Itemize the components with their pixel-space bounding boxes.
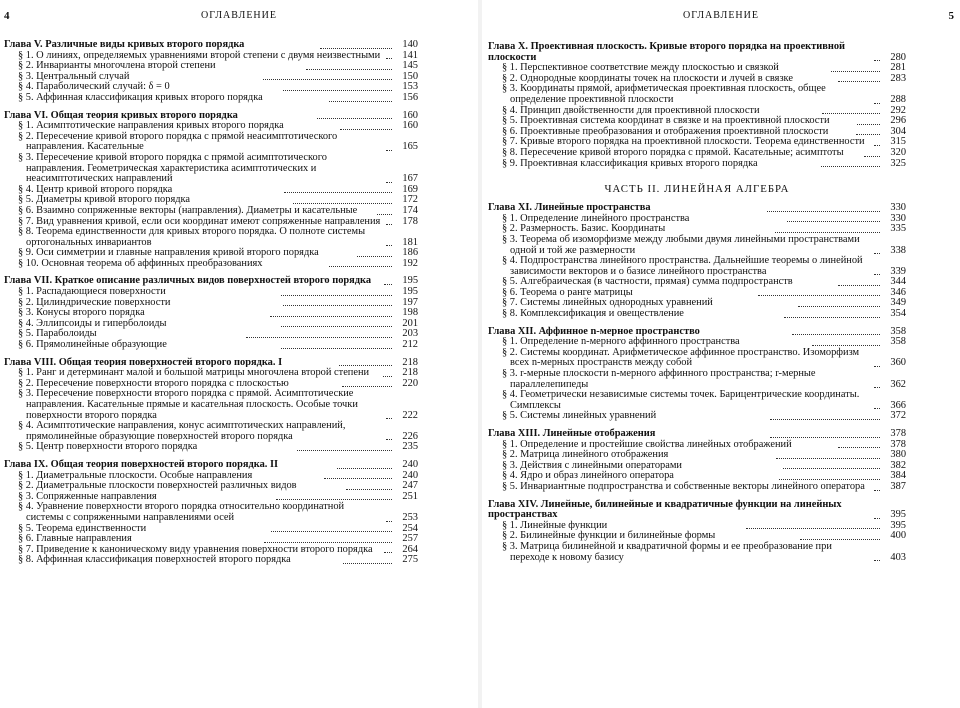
chapter-entry[interactable] [488,42,906,63]
page-reference: 400 [890,530,907,542]
page-reference: 360 [890,357,906,369]
page-reference: 156 [402,91,419,103]
dot-leader [386,182,392,183]
chapter-title: Глава XIII. Линейные отображения [488,428,656,439]
section-entry[interactable] [488,84,906,105]
page-reference: 181 [402,236,418,248]
toc-group-linear-algebra [488,203,906,563]
dot-leader [384,284,392,285]
section-entry[interactable] [488,411,906,422]
section-title: § 6. Теорема о ранге матрицы [502,286,633,298]
dot-leader [767,211,880,212]
page-reference: 254 [402,522,418,534]
section-entry[interactable] [488,348,906,369]
section-title: § 5. Алгебраическая (в частности, прямая) сумма подпространств [502,276,793,288]
section-title: § 2. Матрица линейного отображения [502,449,669,461]
section-title: § 9. Проективная классификация кривых второго порядка [502,157,758,169]
chapter-block [488,42,906,169]
dot-leader [864,156,880,157]
section-title: § 3. Сопряженные направления [18,490,157,502]
dot-leader [346,489,392,490]
dot-leader [343,563,392,564]
page-reference: 378 [890,428,907,439]
page-reference: 346 [890,286,906,298]
section-title: § 4. Эллипсоиды и гиперболоиды [18,317,167,329]
section-entry[interactable] [4,259,418,270]
dot-leader [770,419,880,420]
dot-leader [831,71,880,72]
section-title: § 3. r-мерные плоскости n-мерного аффинного пространства; r-мерные параллелепипеды [502,368,816,390]
dot-leader [357,256,392,257]
running-header: ОГЛАВЛЕНИЕ [201,10,277,21]
dot-leader [306,69,392,70]
dot-leader [874,560,880,561]
page-reference: 235 [402,441,419,453]
section-entry[interactable] [4,421,418,442]
section-title: § 7. Системы линейных однородных уравнений [502,297,713,309]
section-title: § 1. Линейные функции [502,519,608,531]
dot-leader [246,337,392,338]
section-title: § 5. Параболоиды [18,328,97,340]
section-title: § 5. Проективная система координат в связке и на проективной плоскости [502,115,830,127]
section-title: § 5. Аффинная классификация кривых второго порядка [18,91,263,103]
chapter-title: Глава VI. Общая теория кривых второго порядка [4,109,238,121]
page-reference: 218 [402,356,418,368]
page-reference: 288 [890,93,906,105]
chapter-block [488,203,906,320]
dot-leader [784,317,880,318]
dot-leader [281,295,392,296]
page-reference: 281 [890,62,906,74]
dot-leader [386,150,392,151]
section-title: § 8. Теорема единственности для кривых второго порядка. О полноте системы ортогональных инвариантов [18,226,366,248]
dot-leader [281,326,392,327]
section-title: § 2. Пересечение кривой второго порядка с прямой неасимптотического направления. Касательные [18,130,338,153]
page-reference: 251 [402,490,418,502]
section-title: § 1. Перспективное соответствие между плоскостью и связкой [502,62,779,74]
section-title: § 6. Проективные преобразования и отображения проективной плоскости [502,125,829,137]
section-entry[interactable] [488,256,906,277]
page-reference: 378 [890,438,906,450]
section-title: § 1. Распадающиеся поверхности [18,286,166,298]
page-reference: 292 [890,104,906,116]
page-reference: 178 [402,215,418,227]
section-title: § 1. О линиях, определяемых уравнениями второй степени с двумя неизвестными [18,49,381,61]
section-entry[interactable] [4,153,418,185]
dot-leader [783,468,880,469]
page-reference: 197 [402,296,418,308]
running-header: ОГЛАВЛЕНИЕ [683,10,759,21]
section-entry[interactable] [4,555,418,566]
section-title: § 1. Определение линейного пространства [502,212,690,224]
dot-leader [283,90,392,91]
section-title: § 8. Пересечение кривой второго порядка с прямой. Касательные; асимптоты [502,146,844,158]
page-reference: 186 [402,247,419,259]
section-title: § 2. Диаметральные плоскости поверхностей различных видов [18,480,297,492]
dot-leader [271,531,392,532]
page-reference: 240 [402,469,419,481]
chapter-title: Глава VIII. Общая теория поверхностей второго порядка. I [4,356,283,368]
section-entry[interactable] [4,442,418,453]
dot-leader [874,366,880,367]
chapter-entry[interactable] [4,40,418,51]
dot-leader [276,499,392,500]
dot-leader [384,552,392,553]
section-title: § 2. Пересечение поверхности второго порядка с плоскостью [18,377,289,389]
page-reference: 198 [402,307,419,319]
section-title: § 2. Инварианты многочлена второй степени [18,60,216,72]
page-reference: 283 [890,72,907,84]
chapter-title: Глава V. Различные виды кривых второго порядка [4,39,245,50]
section-title: § 4. Уравнение поверхности второго порядка относительно координатной системы с сопряженными направлениями осей [18,501,345,523]
chapter-block [4,358,418,453]
page-reference: 247 [402,480,418,492]
dot-leader [779,479,880,480]
page-reference: 145 [402,60,418,72]
page-reference: 330 [890,202,906,214]
dot-leader [329,266,392,267]
chapter-block [4,460,418,566]
page-reference: 372 [890,410,907,422]
chapter-entry[interactable] [488,429,906,440]
page-reference: 349 [890,297,907,309]
section-title: § 3. Пересечение кривой второго порядка с прямой асимптотического направления. Геометрическая характеристика асимптотических и неасимптотических направлений [18,151,327,185]
page-reference: 344 [890,276,907,288]
chapter-title: Глава X. Проективная плоскость. Кривые второго порядка на проективной плоскости [488,41,846,63]
table-of-contents-right [488,42,906,570]
chapter-title: Глава XI. Линейные пространства [488,202,651,214]
chapter-entry[interactable] [4,460,418,471]
page-reference: 395 [890,519,906,531]
page-reference: 240 [402,458,419,470]
page-reference: 222 [402,409,418,421]
dot-leader [386,521,392,522]
chapter-block [488,327,906,422]
dot-leader [800,539,880,540]
section-entry[interactable] [4,206,418,217]
page-reference: 315 [890,136,906,148]
page-reference: 172 [402,194,418,206]
dot-leader [874,145,880,146]
section-title: § 5. Диаметры кривой второго порядка [18,194,191,206]
dot-leader [798,306,880,307]
page-reference: 226 [402,430,418,442]
dot-leader [874,253,880,254]
page-reference: 362 [890,378,906,390]
page-reference: 195 [402,275,419,287]
left-page-header [4,10,474,21]
section-entry[interactable] [488,369,906,390]
page-number: 5 [948,10,954,22]
section-title: § 2. Билинейные функции и билинейные формы [502,530,716,542]
section-entry[interactable] [488,390,906,411]
page-reference: 320 [890,146,907,158]
dot-leader [386,224,392,225]
page-number: 4 [4,10,10,22]
page-reference: 201 [402,317,419,329]
section-entry[interactable] [488,159,906,170]
section-title: § 6. Прямолинейные образующие [18,339,167,351]
page-reference: 354 [890,308,907,320]
page-reference: 403 [890,551,906,563]
dot-leader [297,450,392,451]
page-reference: 387 [890,480,906,492]
section-title: § 3. Действия с линейными операторами [502,459,682,471]
section-entry[interactable] [488,482,906,493]
dot-leader [874,103,880,104]
section-title: § 1. Асимптотические направления кривых второго порядка [18,120,284,132]
page-reference: 257 [402,533,419,545]
section-title: § 10. Основная теорема об аффинных преобразованиях [18,257,263,269]
page-reference: 304 [890,125,907,137]
section-title: § 4. Геометрически независимые системы точек. Барицентрические координаты. Симплексы [502,389,860,411]
toc-group-projective [488,42,906,169]
right-page-header [488,10,954,21]
page-reference: 165 [402,141,418,153]
section-title: § 4. Асимптотические направления, конус асимптотических направлений, прямолинейные образующие поверхностей второго порядка [18,420,346,442]
section-title: § 1. Ранг и детерминант малой и большой матрицы многочлена второй степени [18,367,370,379]
page-reference: 264 [402,543,418,555]
dot-leader [342,386,392,387]
page-reference: 218 [402,367,418,379]
page-reference: 220 [402,377,419,389]
left-page [0,0,478,708]
dot-leader [874,274,880,275]
dot-leader [822,113,880,114]
chapter-block [4,276,418,350]
section-entry[interactable] [4,389,418,421]
page-reference: 325 [890,157,906,169]
page-reference: 280 [890,51,906,63]
section-title: § 3. Матрица билинейной и квадратичной формы и ее преобразование при переходе к новому базису [502,540,832,563]
section-entry[interactable] [4,93,418,104]
page-reference: 384 [890,470,907,482]
dot-leader [281,348,392,349]
section-title: § 5. Инвариантные подпространства и собственные векторы линейного оператора [502,480,865,492]
chapter-block [4,111,418,270]
section-title: § 4. Ядро и образ линейного оператора [502,470,674,482]
page-reference: 358 [890,325,907,337]
dot-leader [377,214,392,215]
section-title: § 2. Размерность. Базис. Координаты [502,223,666,235]
page-reference: 140 [402,39,418,50]
section-title: § 5. Теорема единственности [18,522,147,534]
dot-leader [386,418,392,419]
section-title: § 1. Определение и простейшие свойства линейных отображений [502,438,792,450]
section-title: § 7. Вид уравнения кривой, если оси координат имеют сопряженные направления [18,215,381,227]
dot-leader [787,221,880,222]
section-title: § 2. Однородные координаты точек на плоскости и лучей в связке [502,72,793,84]
chapter-entry[interactable] [488,500,906,521]
dot-leader [874,387,880,388]
chapter-title: Глава XIV. Линейные, билинейные и квадратичные функции на линейных пространствах [488,498,842,521]
section-title: § 4. Подпространства линейного пространства. Дальнейшие теоремы о линейной зависимости векторов и о базисе линейного пространства [502,255,863,277]
dot-leader [263,79,392,80]
section-title: § 5. Центр поверхности второго порядка [18,441,198,453]
chapter-block [488,500,906,564]
page-reference: 167 [402,173,418,185]
chapter-block [4,40,418,104]
dot-leader [340,129,392,130]
dot-leader [874,60,880,61]
section-title: § 4. Параболический случай: δ = 0 [18,81,170,93]
page-reference: 212 [402,339,418,351]
dot-leader [264,542,392,543]
page-reference: 160 [402,120,419,132]
section-title: § 3. Центральный случай [18,70,130,82]
dot-leader [874,518,880,519]
page-reference: 382 [890,459,907,471]
section-title: § 3. Теорема об изоморфизме между любыми двумя линейными пространствами одной и той же размерности [502,233,860,256]
section-entry[interactable] [488,542,906,563]
page-reference: 195 [402,286,418,298]
section-entry[interactable] [488,148,906,159]
right-page [482,0,960,708]
page-reference: 366 [890,399,906,411]
page-reference: 395 [890,509,906,521]
page-reference: 192 [402,257,418,269]
section-title: § 1. Определение n-мерного аффинного пространства [502,336,740,348]
dot-leader [856,134,880,135]
section-entry[interactable] [4,132,418,153]
section-title: § 2. Цилиндрические поверхности [18,296,171,308]
section-title: § 3. Координаты прямой, арифметическая проективная плоскость, общее определение проективной плоскости [502,83,826,105]
page-reference: 380 [890,449,907,461]
section-title: § 1. Диаметральные плоскости. Особые направления [18,469,253,481]
section-title: § 2. Системы координат. Арифметическое аффинное пространство. Изоморфизм всех n-мерных пространств между собой [502,346,860,369]
section-title: § 9. Оси симметрии и главные направления кривой второго порядка [18,247,319,259]
table-of-contents-left [4,40,418,573]
dot-leader [324,478,392,479]
dot-leader [770,437,880,438]
section-entry[interactable] [4,227,418,248]
section-entry[interactable] [4,340,418,351]
page-reference: 358 [890,336,906,348]
dot-leader [812,345,880,346]
dot-leader [776,458,880,459]
page-reference: 335 [890,223,907,235]
dot-leader [293,203,392,204]
page-reference: 203 [402,328,419,340]
section-title: § 8. Аффинная классификация поверхностей второго порядка [18,554,291,566]
section-title: § 7. Приведение к каноническому виду уравнения поверхности второго порядка [18,543,373,555]
section-title: § 4. Центр кривой второго порядка [18,183,173,195]
page-reference: 150 [402,70,419,82]
dot-leader [329,101,392,102]
section-entry[interactable] [488,235,906,256]
dot-leader [386,439,392,440]
dot-leader [284,192,392,193]
section-entry[interactable] [488,309,906,320]
dot-leader [337,468,392,469]
page-reference: 338 [890,244,906,256]
page-reference: 141 [402,49,418,61]
section-title: § 7. Кривые второго порядка на проективной плоскости. Теорема единственности [502,136,865,148]
page-reference: 169 [402,183,418,195]
page-reference: 174 [402,204,418,216]
page-reference: 160 [402,109,418,121]
dot-leader [838,285,880,286]
dot-leader [317,118,392,119]
dot-leader [283,305,392,306]
page-reference: 153 [402,81,419,93]
section-entry[interactable] [4,502,418,523]
section-title: § 4. Принцип двойственности для проективной плоскости [502,104,760,116]
dot-leader [821,166,880,167]
dot-leader [758,295,880,296]
section-title: § 6. Взаимно сопряженные векторы (направления). Диаметры и касательные [18,204,358,216]
section-title: § 3. Пересечение поверхности второго порядка с прямой. Асимптотические направления. Касательные прямые и касательная плоскость. Особые точки поверхности второго порядка [18,388,358,421]
dot-leader [386,245,392,246]
section-title: § 5. Системы линейных уравнений [502,410,657,422]
dot-leader [386,58,392,59]
dot-leader [339,365,392,366]
page-reference: 275 [402,554,419,566]
dot-leader [838,447,880,448]
chapter-title: Глава IX. Общая теория поверхностей второго порядка. II [4,458,279,470]
dot-leader [383,376,392,377]
part-heading: ЧАСТЬ II. ЛИНЕЙНАЯ АЛГЕБРА [604,183,790,196]
section-title: § 3. Конусы второго порядка [18,307,145,319]
dot-leader [270,316,392,317]
page-reference: 296 [890,115,907,127]
dot-leader [874,408,880,409]
page-reference: 253 [402,511,418,523]
chapter-title: Глава XII. Аффинное n-мерное пространство [488,325,700,337]
dot-leader [792,334,880,335]
dot-leader [775,232,880,233]
section-title: § 6. Главные направления [18,533,132,545]
section-title: § 8. Комплексификация и овеществление [502,308,684,320]
dot-leader [857,124,880,125]
dot-leader [320,48,392,49]
chapter-block [488,429,906,493]
dot-leader [746,528,880,529]
dot-leader [874,490,880,491]
page-reference: 330 [890,212,906,224]
dot-leader [838,81,880,82]
chapter-title: Глава VII. Краткое описание различных видов поверхностей второго порядка [4,275,372,287]
page-reference: 339 [890,265,906,277]
